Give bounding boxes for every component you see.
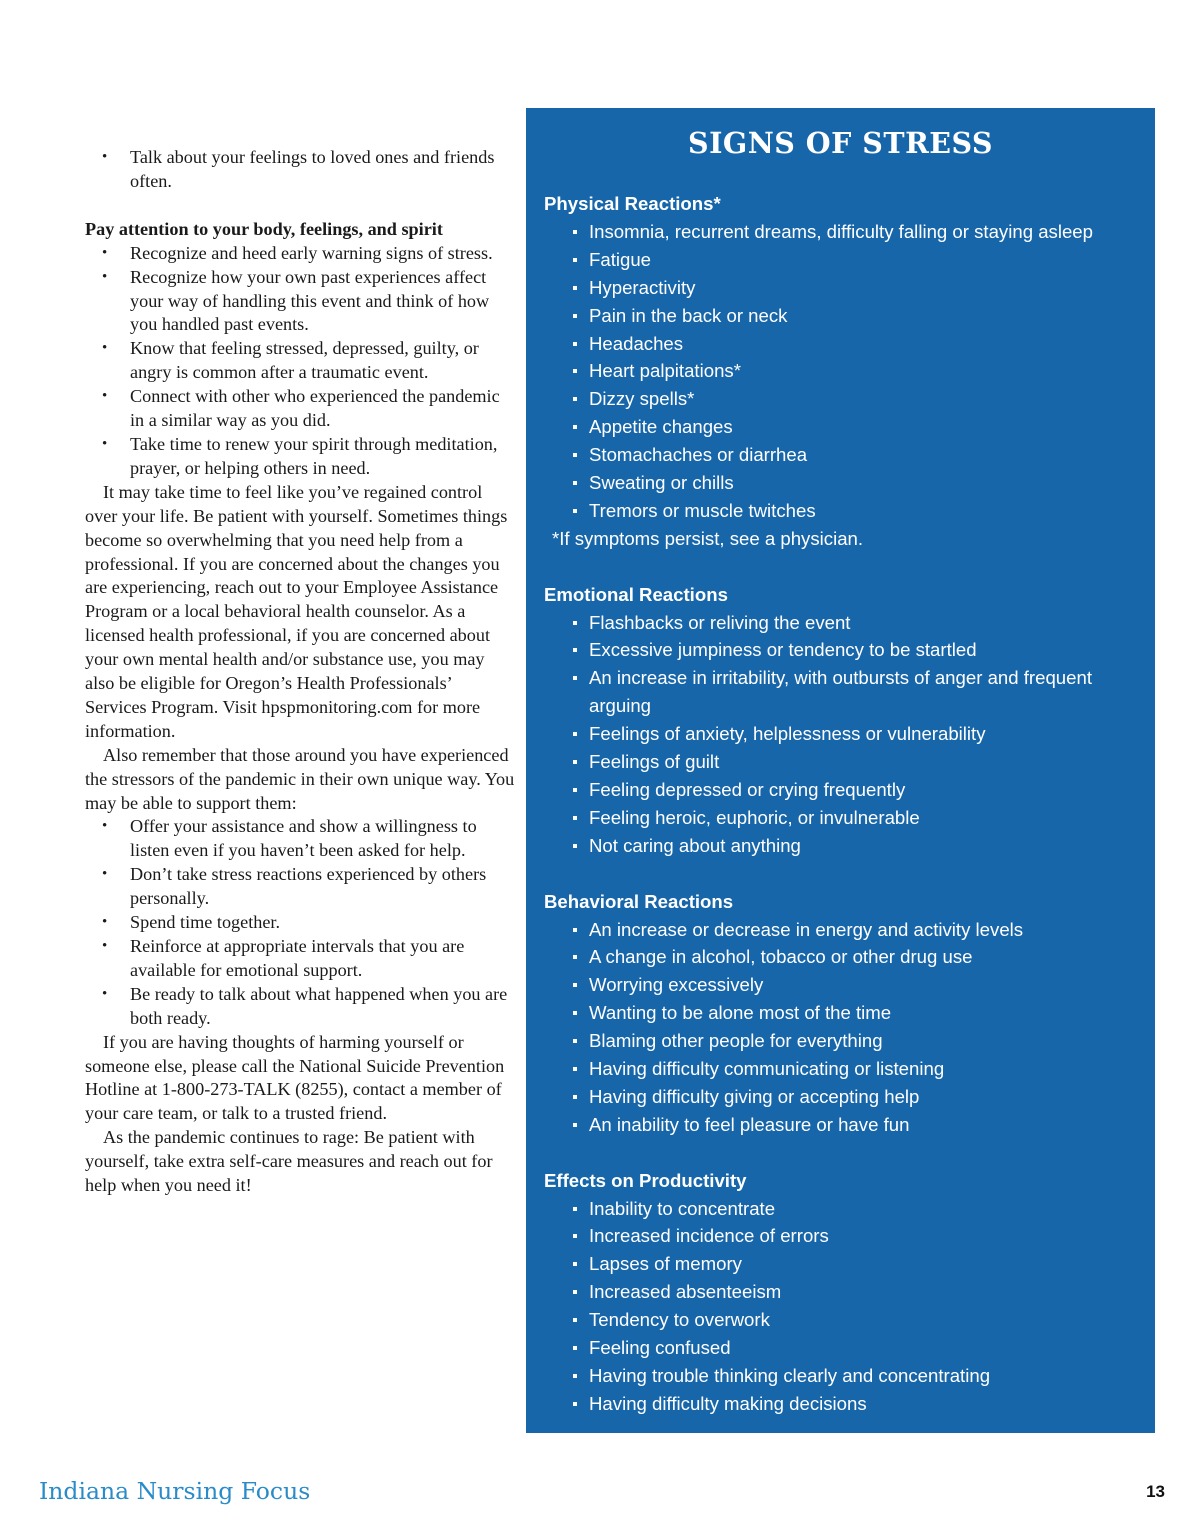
physical-heading: Physical Reactions* [544,193,721,214]
section-heading: Pay attention to your body, feelings, and spirit [85,218,443,239]
section-bullet-list [85,242,515,481]
list-item: Dizzy spells* [544,385,1145,413]
publication-name: Indiana Nursing Focus [39,1477,311,1505]
signs-of-stress-panel [526,108,1155,1433]
paragraph: Also remember that those around you have experienced the stressors of the pandemic in their own unique way. You may be able to support them: [85,744,515,813]
panel-body [544,190,1145,1418]
intro-bullet-list [85,146,515,194]
page-number: 13 [1146,1482,1165,1501]
paragraph: As the pandemic continues to rage: Be patient with yourself, take extra self-care measures and reach out for help when you need it! [85,1127,493,1196]
productivity-list [544,1195,1145,1418]
article-body [85,146,515,1198]
list-item: • Talk about your feelings to loved ones and friends often. [85,146,515,194]
list-item: Headaches [544,330,1145,358]
list-item: • Recognize and heed early warning signs of stress. [85,242,515,266]
behavioral-list [544,916,1145,1139]
list-item: Appetite changes [544,413,1145,441]
list-item: Flashbacks or reliving the event [544,609,1145,637]
list-item: • Recognize how your own past experiences affect your way of handling this event and think of how you handled past events. [85,266,515,338]
list-item: An increase in irritability, with outbursts of anger and frequent arguing [544,664,1145,720]
list-item: • Know that feeling stressed, depressed, guilty, or angry is common after a traumatic event. [85,337,515,385]
list-item: Excessive jumpiness or tendency to be startled [544,636,1145,664]
list-item: • Offer your assistance and show a willingness to listen even if you haven’t been asked for help. [85,815,515,863]
list-item: Having difficulty making decisions [544,1390,1145,1418]
emotional-heading: Emotional Reactions [544,583,728,605]
list-item: Insomnia, recurrent dreams, difficulty falling or staying asleep [544,218,1145,246]
list-item: Heart palpitations* [544,357,1145,385]
list-item: Feelings of anxiety, helplessness or vulnerability [544,720,1145,748]
emotional-list [544,609,1145,860]
list-item: Inability to concentrate [544,1195,1145,1223]
list-item: Feeling depressed or crying frequently [544,776,1145,804]
list-item: Stomachaches or diarrhea [544,441,1145,469]
list-item: • Spend time together. [85,911,515,935]
list-item: An increase or decrease in energy and activity levels [544,916,1145,944]
list-item: Pain in the back or neck [544,302,1145,330]
list-item: Tremors or muscle twitches [544,497,1145,525]
list-item: Feeling confused [544,1334,1145,1362]
list-item: Having difficulty giving or accepting help [544,1083,1145,1111]
list-item: • Reinforce at appropriate intervals that you are available for emotional support. [85,935,515,983]
list-item: Worrying excessively [544,971,1145,999]
list-item: • Don’t take stress reactions experienced by others personally. [85,863,515,911]
panel-title: SIGNS OF STRESS [687,126,994,160]
behavioral-heading: Behavioral Reactions [544,890,734,912]
productivity-heading: Effects on Productivity [544,1169,747,1191]
list-item: A change in alcohol, tobacco or other drug use [544,943,1145,971]
list-item: Wanting to be alone most of the time [544,999,1145,1027]
list-item: Feelings of guilt [544,748,1145,776]
physical-note: *If symptoms persist, see a physician. [552,527,864,549]
list-item: Increased incidence of errors [544,1222,1145,1250]
support-bullet-list [85,815,515,1030]
list-item: Lapses of memory [544,1250,1145,1278]
list-item: Blaming other people for everything [544,1027,1145,1055]
list-item: Sweating or chills [544,469,1145,497]
list-item: An inability to feel pleasure or have fun [544,1111,1145,1139]
paragraph: It may take time to feel like you’ve regained control over your life. Be patient with yourself. Sometimes things become so overwhelming that you need help from a professional. If you are concerned about the changes you are experiencing, reach out to your Employee Assistance Program or a local behavioral health counselor. As a licensed health professional, if you are concerned about your own mental health and/or substance use, you may also be eligible for Oregon’s Health Professionals’ Services Program. Visit hpspmonitoring.com for more information. [85,481,508,741]
list-item: • Take time to renew your spirit through meditation, prayer, or helping others in need. [85,433,515,481]
list-item: Having difficulty communicating or listening [544,1055,1145,1083]
list-item: Having trouble thinking clearly and concentrating [544,1362,1145,1390]
list-item: • Be ready to talk about what happened when you are both ready. [85,983,515,1031]
list-item: Hyperactivity [544,274,1145,302]
list-item: Increased absenteeism [544,1278,1145,1306]
list-item: Feeling heroic, euphoric, or invulnerable [544,804,1145,832]
list-item: Tendency to overwork [544,1306,1145,1334]
physical-list [544,218,1145,525]
list-item: • Connect with other who experienced the pandemic in a similar way as you did. [85,385,515,433]
list-item: Fatigue [544,246,1145,274]
list-item: Not caring about anything [544,832,1145,860]
paragraph: If you are having thoughts of harming yourself or someone else, please call the National Suicide Prevention Hotline at 1-800-273-TALK (8255), contact a member of your care team, or talk to a trusted friend. [85,1031,505,1124]
